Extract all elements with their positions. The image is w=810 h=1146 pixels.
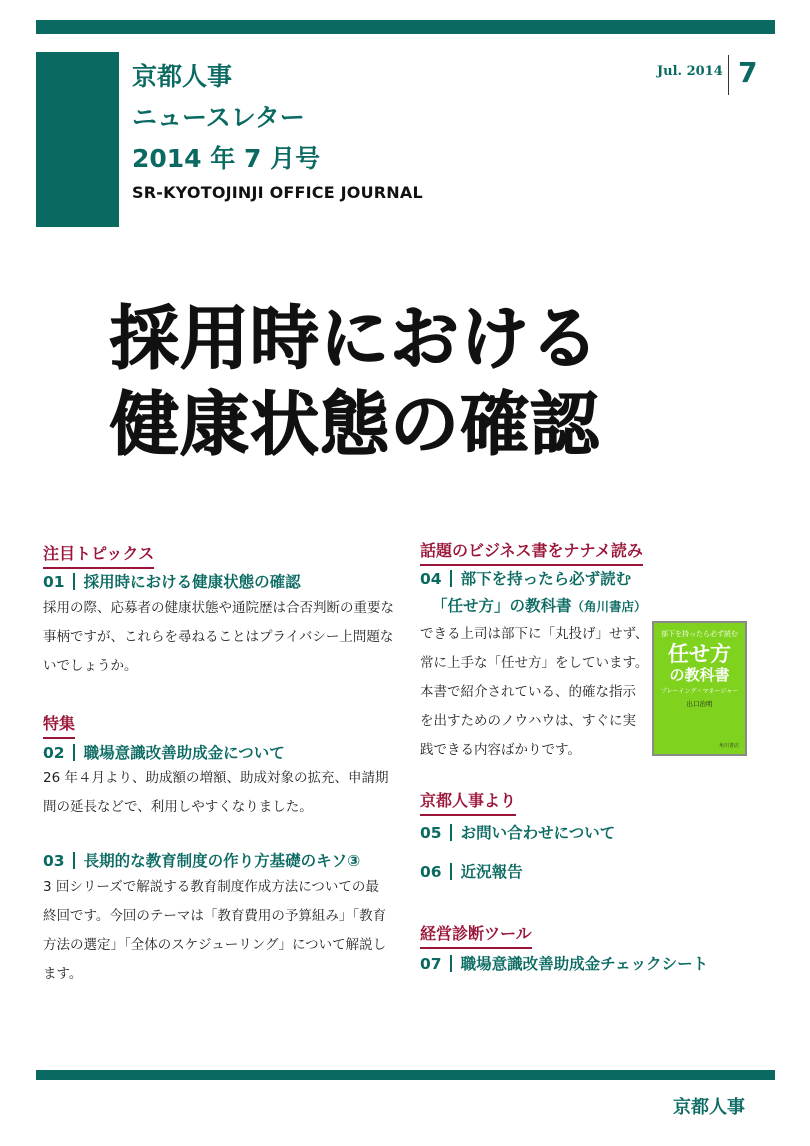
masthead-line-3: 2014 年 7 月号 xyxy=(132,144,321,173)
issue-number: 7 xyxy=(738,56,758,89)
summary-line: 3 回シリーズで解説する教育制度作成方法についての最 xyxy=(43,879,379,895)
footer-office-name: 京都人事 xyxy=(673,1097,745,1118)
summary-line: いでしょうか。 xyxy=(43,658,138,674)
item-number: 01 xyxy=(43,573,65,591)
masthead-block xyxy=(36,52,119,227)
item-04-summary xyxy=(420,620,648,765)
book-cover-title-2: の教科書 xyxy=(669,666,730,684)
issue-date: Jul. 2014 xyxy=(657,64,723,79)
summary-line: 方法の選定」「全体のスケジューリング」について解説し xyxy=(43,937,387,953)
toc-item-04-title-2[interactable] xyxy=(432,594,647,616)
summary-line: 事柄ですが、これらを尋ねることはプライバシー上問題な xyxy=(43,629,394,645)
headline-line-1: 採用時における xyxy=(110,299,600,379)
summary-line: 本書で紹介されている、的確な指示 xyxy=(420,684,636,700)
summary-line: 間の延長などで、利用しやすくなりました。 xyxy=(43,799,313,815)
item-title: 近況報告 xyxy=(460,863,523,881)
item-title: 職場意識改善助成金について xyxy=(83,744,285,762)
item-title: 採用時における健康状態の確認 xyxy=(83,573,301,591)
masthead-title xyxy=(132,56,320,179)
section-heading-diagnosis: 経営診断ツール xyxy=(420,921,532,949)
item-title: 「任せ方」の教科書 xyxy=(432,597,572,615)
summary-line: ます。 xyxy=(43,966,83,982)
journal-subtitle: SR-KYOTOJINJI OFFICE JOURNAL xyxy=(132,183,423,202)
item-number: 03 xyxy=(43,852,65,870)
item-divider xyxy=(450,863,452,880)
summary-line: できる上司は部下に「丸投げ」せず、 xyxy=(420,626,649,642)
book-cover-sub: プレーイング・マネージャー xyxy=(660,688,739,695)
item-title: 職場意識改善助成金チェックシート xyxy=(460,955,709,973)
item-number: 07 xyxy=(420,955,442,973)
item-number: 06 xyxy=(420,863,442,881)
summary-line: を出すためのノウハウは、すぐに実 xyxy=(420,713,636,729)
toc-item-02[interactable] xyxy=(43,741,285,763)
summary-line: 26 年４月より、助成額の増額、助成対象の拡充、申請期 xyxy=(43,770,389,786)
headline-line-2: 健康状態の確認 xyxy=(110,385,600,465)
item-number: 02 xyxy=(43,744,65,762)
item-02-summary xyxy=(43,764,388,822)
item-01-summary xyxy=(43,594,394,681)
book-publisher: （角川書店） xyxy=(571,599,647,614)
book-cover-image xyxy=(652,621,747,756)
toc-item-04[interactable] xyxy=(420,567,631,589)
item-number: 05 xyxy=(420,824,442,842)
toc-item-03[interactable] xyxy=(43,849,360,871)
toc-item-07[interactable] xyxy=(420,952,708,974)
summary-line: 採用の際、応募者の健康状態や通院歴は合否判断の重要な xyxy=(43,600,394,616)
item-divider xyxy=(73,573,75,590)
section-heading-topics: 注目トピックス xyxy=(43,541,154,569)
issue-divider xyxy=(728,55,729,95)
bottom-accent-bar xyxy=(36,1070,775,1080)
book-cover-author: 出口治明 xyxy=(686,700,713,708)
item-title: 部下を持ったら必ず読む xyxy=(460,570,632,588)
item-divider xyxy=(73,852,75,869)
item-number: 04 xyxy=(420,570,442,588)
item-title: 長期的な教育制度の作り方基礎のキソ③ xyxy=(83,852,361,870)
masthead-line-1: 京都人事 xyxy=(132,62,233,91)
masthead-line-2: ニュースレター xyxy=(132,103,305,132)
summary-line: 常に上手な「任せ方」をしています。 xyxy=(420,655,649,671)
item-divider xyxy=(450,570,452,587)
toc-item-06[interactable] xyxy=(420,860,523,882)
toc-item-05[interactable] xyxy=(420,821,615,843)
section-heading-feature: 特集 xyxy=(43,711,75,739)
book-cover-title-1: 任せ方 xyxy=(668,642,731,666)
toc-item-01[interactable] xyxy=(43,570,301,592)
item-divider xyxy=(450,824,452,841)
item-03-summary xyxy=(43,873,386,989)
book-cover-top: 部下を持ったら必ず読む xyxy=(661,630,738,638)
summary-line: 践できる内容ばかりです。 xyxy=(420,742,581,758)
top-accent-bar xyxy=(36,20,775,34)
item-divider xyxy=(450,955,452,972)
section-heading-books: 話題のビジネス書をナナメ読み xyxy=(420,538,643,566)
item-divider xyxy=(73,744,75,761)
section-heading-office: 京都人事より xyxy=(420,788,516,816)
main-headline xyxy=(110,296,600,468)
book-cover-publisher: 角川書店 xyxy=(718,743,739,749)
item-title: お問い合わせについて xyxy=(460,824,616,842)
summary-line: 終回です。今回のテーマは「教育費用の予算組み」「教育 xyxy=(43,908,387,924)
